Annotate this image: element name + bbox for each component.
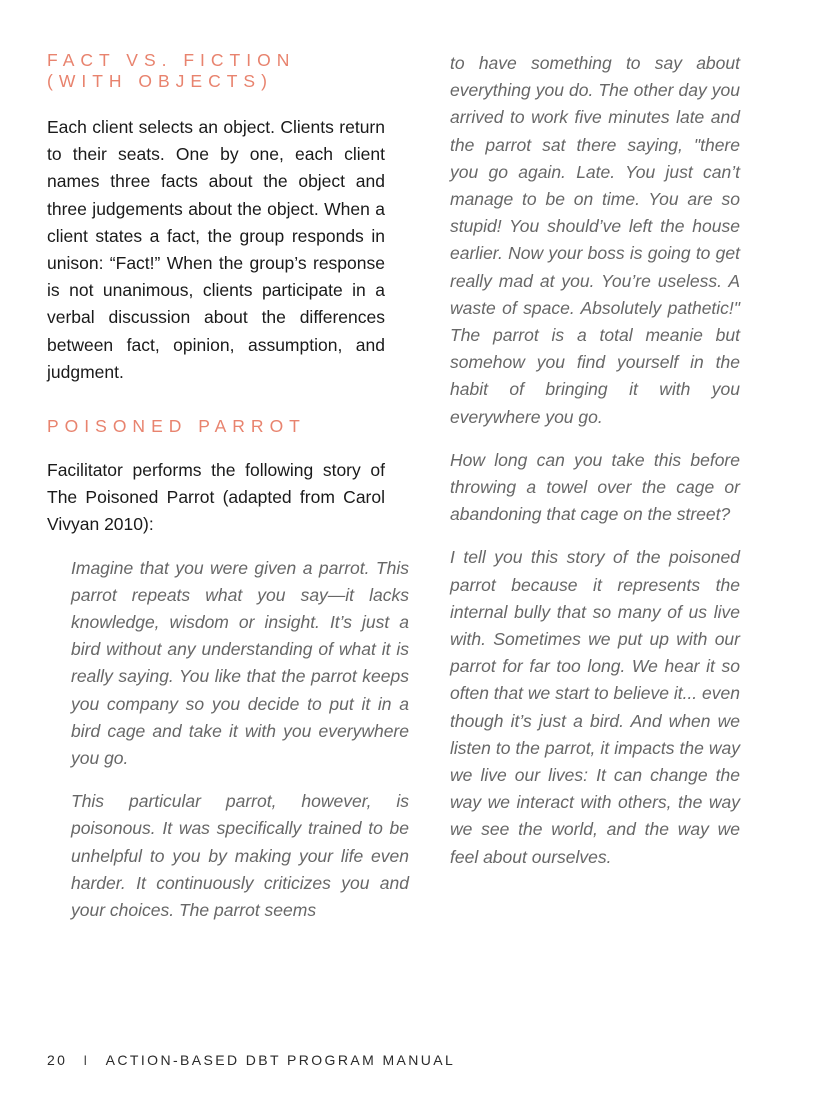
story-paragraph: to have something to say about everything you do. The other day you arrived to work five minutes late and the parrot sat there saying, "there you go again. Late. You just can’t manage to be on time. You are so stupid! You should’ve left the house earlier. Now your boss is going to get really mad at you. You’re useless. A waste of space. Absolutely pathetic!" The parrot is a total meanie but somehow you find yourself in the habit of bringing it with you everywhere you go. — [450, 53, 740, 427]
page-number: 20 — [47, 1052, 68, 1068]
page-footer — [47, 1052, 455, 1068]
left-column — [47, 50, 409, 924]
section-heading-poisoned-parrot: POISONED PARROT — [47, 416, 306, 437]
story-paragraph: I tell you this story of the poisoned parrot because it represents the internal bully that so many of us live with. Sometimes we put up with our parrot for far too long. We hear it so often that we start to believe it... even though it’s just a bird. And when we listen to the parrot, it impacts the way we live our lives: It can change the way we interact with others, the way we see the world, and the way we feel about ourselves. — [450, 547, 740, 867]
story-paragraph: This particular parrot, however, is poisonous. It was specifically trained to be unhelpful to you by making your life even harder. It continuously criticizes you and your choices. The parrot seems — [71, 791, 409, 921]
story-paragraph: Imagine that you were given a parrot. This parrot repeats what you say—it lacks knowledge, wisdom or insight. It’s just a bird without any understanding of what it is really saying. You like that the parrot keeps you company so you decide to put it in a bird cage and take it with you everywhere you go. — [71, 557, 409, 769]
section-body-poisoned-parrot: Facilitator performs the following story of The Poisoned Parrot (adapted from Carol Vivyan 2010): — [47, 460, 385, 535]
section-heading-fact-vs-fiction: FACT VS. FICTION (WITH OBJECTS) — [47, 50, 296, 91]
section-body-fact-vs-fiction: Each client selects an object. Clients return to their seats. One by one, each client names three facts about the object and three judgements about the object. When a client states a fact, the group responds in unison: “Fact!” When the group’s response is not unanimous, clients participate in a verbal discussion about the differences between fact, opinion, assumption, and judgment. — [47, 117, 385, 382]
footer-separator: I — [83, 1052, 90, 1068]
right-column — [450, 50, 740, 871]
footer-title: ACTION-BASED DBT PROGRAM MANUAL — [105, 1052, 456, 1068]
story-paragraph: How long can you take this before throwing a towel over the cage or abandoning that cage on the street? — [450, 449, 740, 525]
